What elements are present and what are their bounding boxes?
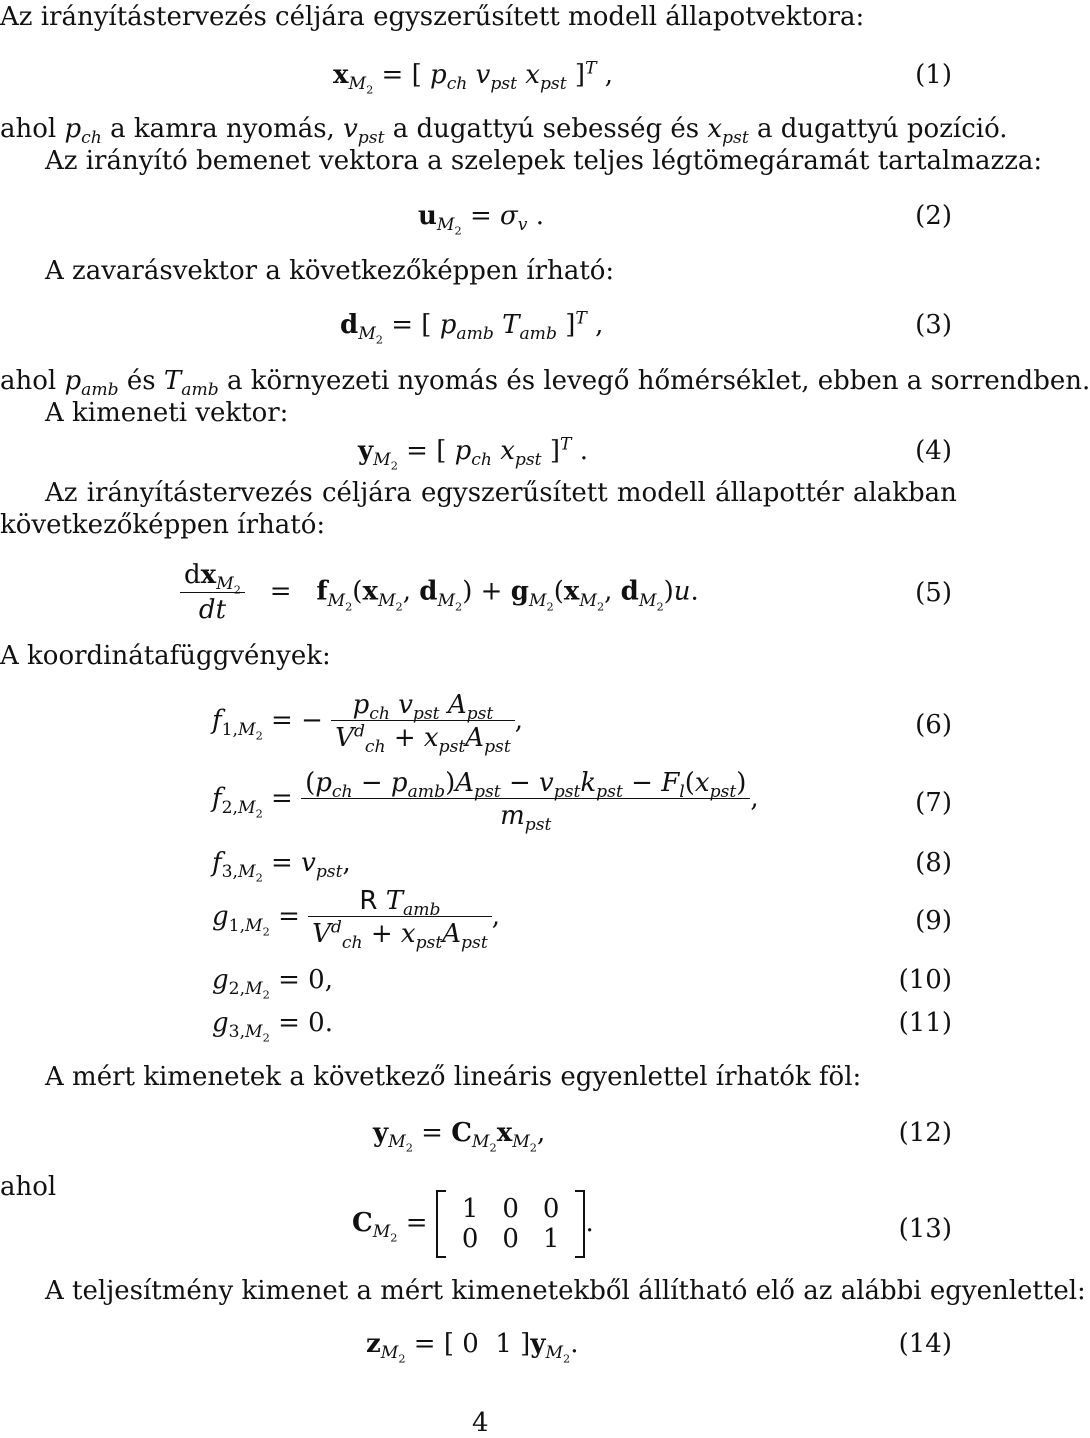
word: a dugattyú pozíció. (757, 114, 1008, 144)
paragraph-state-space-intro (45, 480, 957, 506)
matrix-cell: 0 (542, 1194, 560, 1224)
paragraph-measured-outputs: A mért kimenetek a következő lineáris egyenlettel írhatók föl: (45, 1062, 862, 1092)
equation-number-6: (6) (915, 710, 952, 740)
equation-13: $C_{M_2}$ = 1 0 0 0 0 1 . (352, 1194, 594, 1254)
equation-11: $g_{3,M_2} = 0$. (212, 1008, 333, 1045)
equation-number-10: (10) (898, 965, 952, 995)
equation-number-11: (11) (898, 1008, 952, 1038)
matrix-cell: 0 (502, 1224, 519, 1254)
page-number: 4 (472, 1408, 489, 1438)
word: egyszerűsített (420, 478, 608, 508)
equation-number-2: (2) (915, 201, 952, 231)
paragraph-performance-output: A teljesítmény kimenet a mért kimenetekből állítható elő az alábbi egyenlettel: (45, 1276, 1086, 1306)
paragraph-disturbance-description: ahol $p_{amb}$ és $T_{amb}$ a környezeti nyomás és levegő hőmérséklet, ebben a sorrendben. (0, 366, 1090, 401)
word: a környezeti nyomás és levegő hőmérséklet, ebben a sorrendben. (226, 366, 1090, 396)
word: ahol (0, 366, 57, 396)
word: a dugattyú sebesség és (392, 114, 700, 144)
equation-number-8: (8) (915, 848, 952, 878)
matrix-cell: 0 (502, 1194, 519, 1224)
matrix-cell: 1 (542, 1224, 560, 1254)
word: alakban (852, 478, 957, 508)
equation-number-14: (14) (898, 1329, 952, 1359)
equation-number-5: (5) (915, 578, 952, 608)
equation-8: $f_{3,M_2} = v_{pst}$, (212, 848, 351, 885)
equation-number-9: (9) (915, 906, 952, 936)
vector-entry: 1 (495, 1329, 512, 1359)
equation-number-13: (13) (898, 1214, 952, 1244)
equation-12: $y_{M_2} = C_{M_2}x_{M_2}$, (373, 1118, 546, 1155)
word: állapottér (715, 478, 844, 508)
equation-10: $g_{2,M_2} = 0$, (212, 965, 333, 1002)
paragraph-input-vector: Az irányító bemenet vektora a szelepek teljes légtömegáramát tartalmazza: (45, 146, 1043, 176)
word: céljára (321, 478, 412, 508)
paragraph-state-description: ahol $p_{ch}$ a kamra nyomás, $v_{pst}$ a dugattyú sebesség és $x_{pst}$ a dugattyú pozíció. (0, 114, 1008, 149)
paragraph-output-vector: A kimeneti vektor: (45, 398, 289, 428)
equation-number-4: (4) (915, 436, 952, 466)
word: ahol (0, 114, 57, 144)
equation-number-12: (12) (898, 1118, 952, 1148)
constant-value: 0 (308, 1008, 325, 1038)
equation-number-7: (7) (915, 788, 952, 818)
equation-9: $g_{1,M_2}$ = $\frac{R T_{amb}}{V^d_{ch} + x_{pst}A_{pst}}$ , (212, 886, 500, 954)
paragraph-disturbance-vector: A zavarásvektor a következőképpen írható: (45, 256, 615, 286)
word: irányítástervezés (86, 478, 313, 508)
word: és (126, 366, 156, 396)
paragraph-state-vector-intro: Az irányítástervezés céljára egyszerűsített modell állapotvektora: (0, 2, 865, 32)
vector-entry: 0 (462, 1329, 479, 1359)
equation-2: $u_{M_2} = \sigma_v$ . (418, 201, 544, 238)
word: Az (45, 478, 78, 508)
equation-6: $f_{1,M_2}$ = − $\frac{p_{ch} v_{pst} A_{pst}}{V^d_{ch} + x_{pst}A_{pst}}$ , (212, 690, 524, 758)
equation-14: $z_{M_2}$ = [ 0 1 ]$y_{M_2}$. (366, 1329, 579, 1366)
equation-7: $f_{2,M_2}$ = $\frac{(p_{ch} - p_{amb})A_{pst} - v_{pst}k_{pst} - F_l(x_{pst})}{m_{pst}}$ , (212, 768, 759, 836)
word: modell (616, 478, 706, 508)
matrix-cell: 1 (461, 1194, 479, 1224)
constant-value: 0 (308, 965, 325, 995)
word-ahol: ahol (0, 1172, 57, 1202)
equation-5: $\frac{dx_{M_2}}{dt}$ = $f_{M_2}(x_{M_2}$, $d_{M_2}) + g_{M_2}(x_{M_2}$, $d_{M_2})u$. (180, 562, 699, 623)
matrix-cell: 0 (461, 1224, 479, 1254)
equation-4: $y_{M_2}$ = [ $p_{ch}$ $x_{pst}$ ]$^T$ . (358, 434, 588, 473)
equation-number-3: (3) (915, 310, 952, 340)
paragraph-coordinate-functions: A koordinátafüggvények: (0, 641, 331, 671)
word: a kamra nyomás, (110, 114, 335, 144)
matrix-C (436, 1194, 586, 1254)
paragraph-state-space-intro-cont: következőképpen írható: (0, 510, 326, 540)
equation-number-1: (1) (915, 60, 952, 90)
equation-3: $d_{M_2}$ = [ $p_{amb}$ $T_{amb}$ ]$^T$ , (340, 308, 604, 347)
equation-1: $x_{M_2}$ = [ $p_{ch}$ $v_{pst}$ $x_{pst}$ ]$^T$ , (333, 58, 614, 97)
